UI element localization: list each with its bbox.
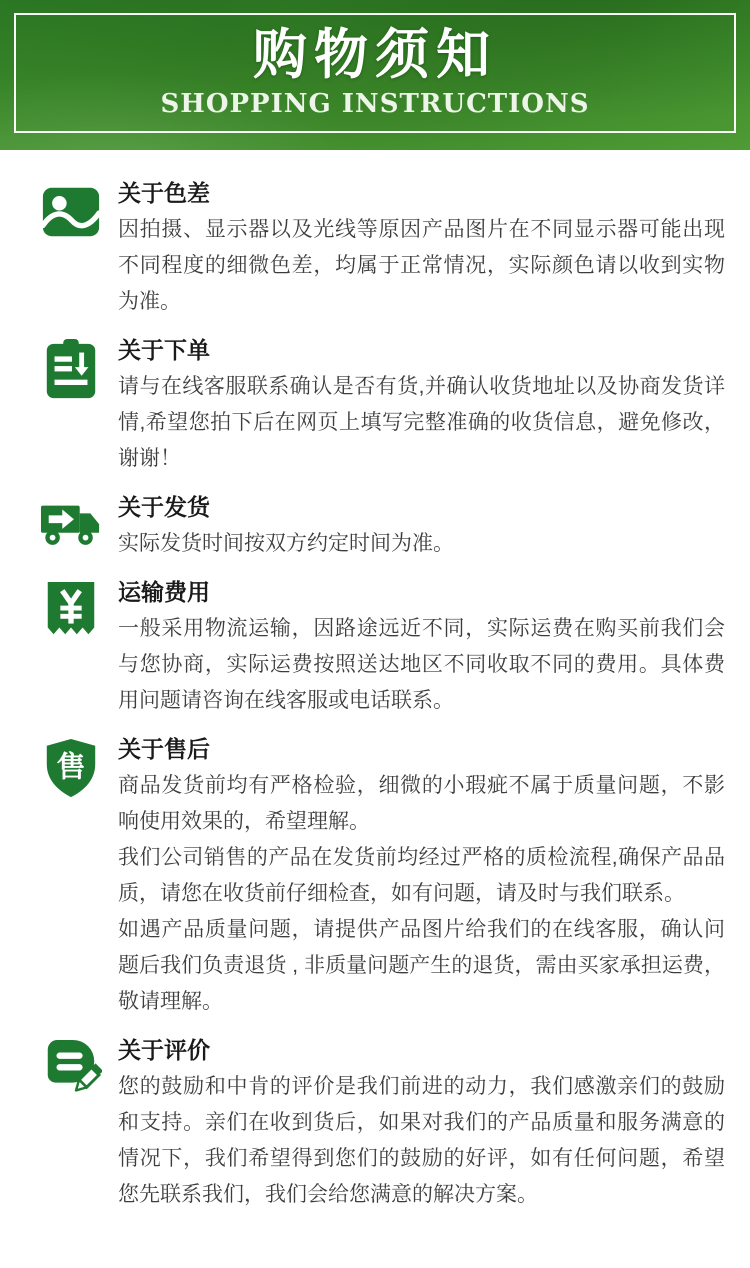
section-paragraph: 一般采用物流运输，因路途远近不同，实际运费在购买前我们会与您协商，实际运费按照送达地区不同收取不同的费用。具体费用问题请咨询在线客服或电话联系。 <box>118 617 725 712</box>
section-freight-cost <box>40 577 725 719</box>
banner <box>0 0 750 150</box>
section-reviews <box>40 1035 725 1213</box>
section-paragraph: 如遇产品质量问题，请提供产品图片给我们的在线客服，确认问题后我们负责退货 , 非质量问题产生的退货，需由买家承担运费，敬请理解。 <box>118 918 725 1013</box>
section-color-difference <box>40 178 725 320</box>
section-shipping <box>40 492 725 562</box>
section-title: 关于色差 <box>118 180 210 206</box>
section-paragraph: 请与在线客服联系确认是否有货,并确认收货地址以及协商发货详情,希望您拍下后在网页上填写完整准确的收货信息，避免修改，谢谢！ <box>118 375 725 470</box>
clipboard-order-icon <box>40 335 104 400</box>
svg-text:售: 售 <box>56 751 86 784</box>
page-title: 购物须知 <box>253 22 497 86</box>
section-title: 关于售后 <box>118 736 210 762</box>
page-subtitle: SHOPPING INSTRUCTIONS <box>160 89 590 119</box>
photo-icon <box>40 178 104 243</box>
review-pencil-icon <box>40 1035 104 1100</box>
section-paragraph: 您的鼓励和中肯的评价是我们前进的动力，我们感激亲们的鼓励和支持。亲们在收到货后，如果对我们的产品质量和服务满意的情况下，我们希望得到您们的鼓励的好评，如有任何问题，希望您先联系我们，我们会给您满意的解决方案。 <box>118 1075 725 1206</box>
freight-receipt-icon <box>40 577 104 642</box>
sections-list <box>0 150 750 1268</box>
section-title: 关于评价 <box>118 1037 210 1063</box>
section-paragraph: 商品发货前均有严格检验，细微的小瑕疵不属于质量问题，不影响使用效果的，希望理解。 <box>118 774 725 833</box>
section-paragraph: 我们公司销售的产品在发货前均经过严格的质检流程,确保产品品质，请您在收货前仔细检查，如有问题，请及时与我们联系。 <box>118 846 725 905</box>
section-after-sales <box>40 734 725 1020</box>
section-paragraph: 因拍摄、显示器以及光线等原因产品图片在不同显示器可能出现不同程度的细微色差，均属于正常情况，实际颜色请以收到实物为准。 <box>118 218 725 313</box>
section-title: 关于发货 <box>118 494 210 520</box>
section-paragraph: 实际发货时间按双方约定时间为准。 <box>118 532 454 555</box>
shield-aftersales-icon <box>40 734 104 799</box>
section-title: 关于下单 <box>118 337 210 363</box>
section-title: 运输费用 <box>118 579 210 605</box>
truck-icon <box>40 492 104 557</box>
section-ordering <box>40 335 725 477</box>
